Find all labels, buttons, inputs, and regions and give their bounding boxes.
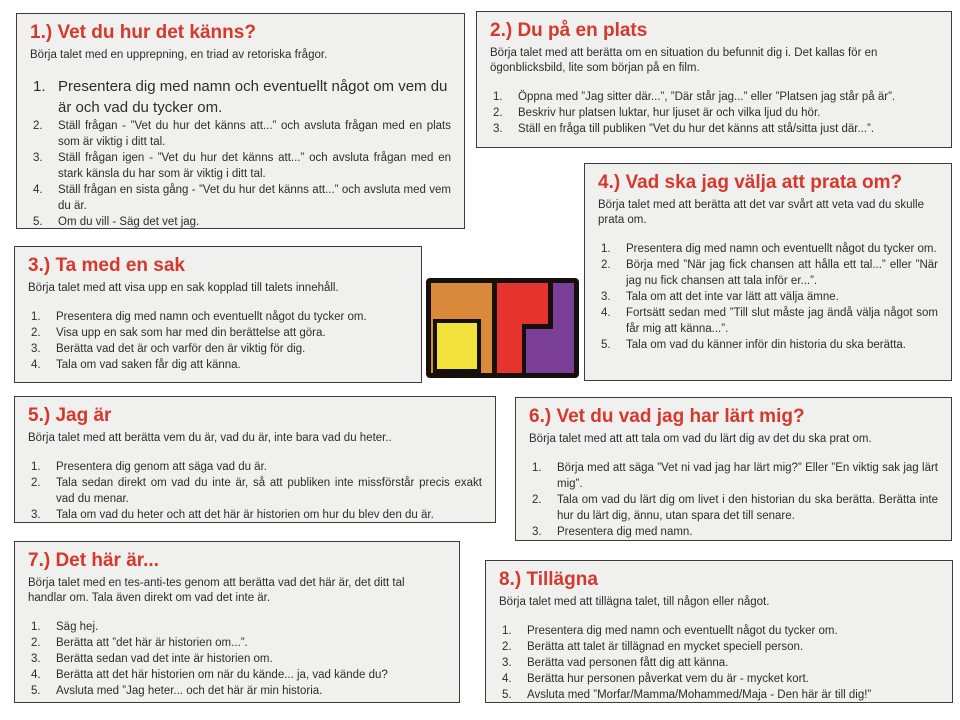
list-item: Presentera dig med namn och eventuellt något om vem du är och vad du tycker om.: [58, 78, 448, 116]
card-intro: Börja talet med att att tala om vad du lärt dig av det du ska prat om.: [529, 433, 872, 445]
card-list: [598, 241, 938, 353]
card-3-ta-med-en-sak: [14, 246, 422, 383]
card-title: 4.) Vad ska jag välja att prata om?: [598, 172, 903, 193]
abstract-blocks-painting-image: [426, 278, 579, 378]
card-list: [28, 309, 408, 373]
card-intro: Börja talet med en upprepning, en triad av retoriska frågor.: [30, 49, 328, 61]
list-item: Berätta att ”det här är historien om...”.: [56, 637, 248, 649]
card-intro: Börja talet med att berätta vem du är, vad du är, inte bara vad du heter..: [28, 432, 392, 444]
list-item: Börja med att säga ”Vet ni vad jag har lärt mig?” Eller ”En viktig sak jag lärt mig”.: [557, 462, 938, 490]
card-intro: Börja talet med en tes-anti-tes genom att berätta vad det här är, det ditt tal handlar om. Tala även direkt om vad det inte är.: [28, 577, 405, 604]
painting-yellow-block: [437, 323, 477, 369]
card-title: 7.) Det här är...: [28, 550, 159, 571]
list-item: Presentera dig genom att säga vad du är.: [56, 461, 267, 473]
list-item: Presentera dig med namn och eventuellt något du tycker om.: [527, 625, 838, 637]
card-list: [529, 460, 938, 540]
list-item: Beskriv hur platsen luktar, hur ljuset är och vilka ljud du hör.: [518, 107, 821, 119]
list-item: Om du vill - Säg det vet jag.: [58, 216, 200, 228]
list-item: Börja med ”När jag fick chansen att hålla ett tal...” eller ”När jag nu fick chansen att tala inför er...”.: [626, 259, 938, 287]
card-title: 1.) Vet du hur det känns?: [30, 22, 256, 43]
card-1-vet-du-hur-det-kanns: [16, 13, 465, 229]
card-7-det-har-ar: [14, 541, 460, 703]
card-4-vad-ska-jag-valja: [584, 163, 952, 381]
list-item: Avsluta med ”Morfar/Mamma/Mohammed/Maja - Den här är till dig!”: [527, 689, 872, 701]
card-8-tillagna: [485, 560, 953, 703]
list-item: Berätta att det här historien om när du kände... ja, vad kände du?: [56, 669, 388, 681]
list-item: Berätta vad personen fått dig att känna.: [527, 657, 729, 669]
abstract-blocks-svg: [426, 278, 579, 378]
card-intro: Börja talet med att berätta om en situation du befunnit dig i. Det kallas för en ögonblicksbild, lite som början på en film.: [490, 47, 878, 74]
card-5-jag-ar: [14, 396, 496, 523]
list-item: Ställ frågan en sista gång - ”Vet du hur det känns att...” och avsluta med vem du är.: [58, 184, 451, 212]
card-title: 8.) Tillägna: [499, 569, 598, 590]
list-item: Presentera dig med namn och eventuellt något du tycker om.: [56, 311, 367, 323]
list-item: Berätta hur personen påverkat vem du är - mycket kort.: [527, 673, 809, 685]
card-title: 5.) Jag är: [28, 405, 112, 426]
card-2-du-pa-en-plats: [476, 11, 952, 148]
card-title: 3.) Ta med en sak: [28, 255, 185, 276]
list-item: Tala om vad du känner inför din historia du ska berätta.: [626, 339, 906, 351]
list-item: Öppna med ”Jag sitter där...”, ”Där står jag...” eller ”Platsen jag står på är”.: [518, 91, 896, 103]
list-item: Fortsätt sedan med ”Till slut måste jag ändå välja något som får mig att känna...”.: [626, 307, 938, 335]
card-intro: Börja talet med att visa upp en sak kopplad till talets innehåll.: [28, 282, 339, 294]
card-list: [490, 89, 938, 137]
list-item: Ställ frågan - ”Vet du hur det känns att...” och avsluta frågan med en plats som är viktig i ditt tal.: [58, 120, 451, 148]
card-intro: Börja talet med att berätta att det var svårt att veta vad du skulle prata om.: [598, 199, 925, 226]
list-item: Ställ frågan igen - ”Vet du hur det känns att...” och avsluta frågan med en stark känsla du har som är viktig i ditt tal.: [58, 152, 451, 180]
card-list: [499, 623, 939, 703]
list-item: Ställ en fråga till publiken ”Vet du hur det känns att stå/sitta just där...”.: [518, 123, 875, 135]
card-list: [28, 619, 446, 699]
list-item: Berätta vad det är och varför den är viktig för dig.: [56, 343, 306, 355]
list-item: Tala om vad du lärt dig om livet i den historian du ska berätta. Berätta inte hur du lärt dig, ännu, utan spara det till senare.: [557, 494, 938, 522]
card-title: 2.) Du på en plats: [490, 20, 648, 41]
list-item: Presentera dig med namn och eventuellt något du tycker om.: [626, 243, 937, 255]
list-item: Tala om vad du heter och att det här är historien om hur du blev den du är.: [56, 509, 434, 521]
list-item: Säg hej.: [56, 621, 99, 633]
list-item: Berätta sedan vad det inte är historien om.: [56, 653, 273, 665]
card-title: 6.) Vet du vad jag har lärt mig?: [529, 406, 805, 427]
list-item: Visa upp en sak som har med din berättelse att göra.: [56, 327, 326, 339]
list-item: Tala sedan direkt om vad du inte är, så att publiken inte missförstår precis exakt vad du menar.: [56, 477, 482, 505]
card-list: [28, 459, 482, 523]
list-item: Avsluta med ”Jag heter... och det här är min historia.: [56, 685, 323, 697]
card-intro: Börja talet med att tillägna talet, till någon eller något.: [499, 596, 770, 608]
list-item: Presentera dig med namn.: [557, 526, 693, 538]
list-item: Berätta att talet är tillägnad en mycket speciell person.: [527, 641, 804, 653]
list-item: Tala om vad saken får dig att känna.: [56, 359, 241, 371]
list-item: Tala om att det inte var lätt att välja ämne.: [626, 291, 839, 303]
card-list: [30, 76, 451, 229]
card-6-vet-du-vad-jag-lart-mig: [515, 397, 952, 541]
